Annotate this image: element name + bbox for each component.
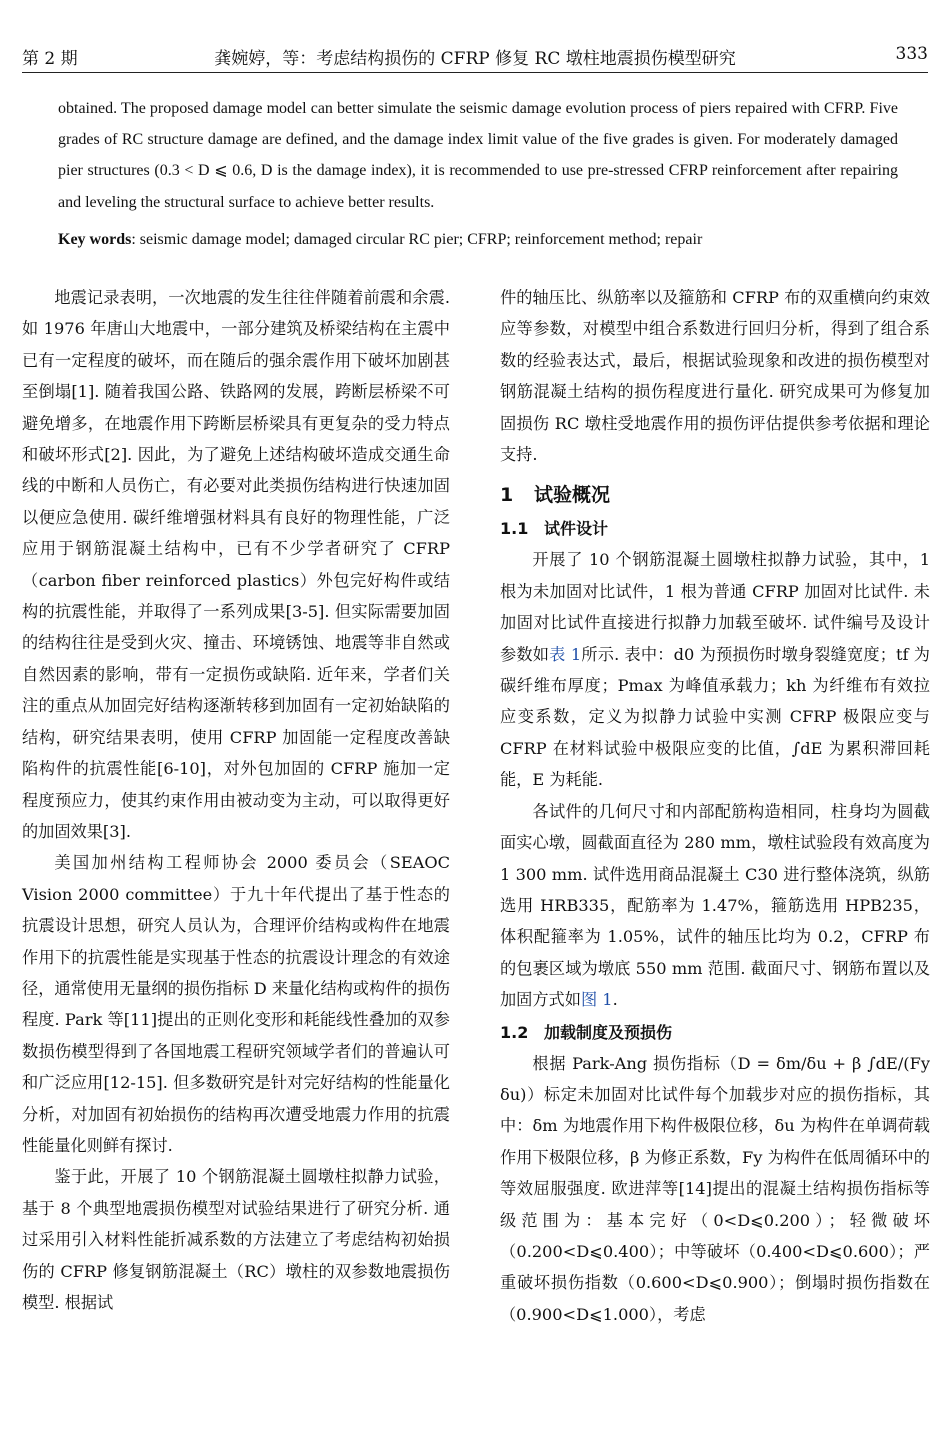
issue-label: 第 2 期 (22, 49, 78, 69)
abstract-text: obtained. The proposed damage model can better simulate the seismic damage evolution process of piers repaired with CFRP. Five grades of RC structure damage are defined, and the damage index limit value of the five grades is given. For moderately damaged pier structures (0.3 < D ⩽ 0.6, D is the damage index), it is recommended to use pre-stressed CFRP reinforcement after repairing and leveling the structural surface to achieve better results. (58, 100, 898, 211)
section-1-number: 1 (500, 484, 514, 507)
right-paragraph-1: 件的轴压比、纵筋率以及箍筋和 CFRP 布的双重横向约束效应等参数，对模型中组合系数进行回归分析，得到了组合系数的经验表达式，最后，根据试验现象和改进的损伤模型对钢筋混凝土结构的损伤程度进行量化. 研究成果可为修复加固损伤 RC 墩柱受地震作用的损伤评估提供参考依据和理论支持. (500, 288, 930, 465)
subsection-1-1-heading (500, 514, 930, 544)
right-paragraph-3-part-b: . (612, 990, 618, 1010)
right-paragraph-3 (500, 796, 930, 1016)
running-title: 龚婉婷，等：考虑结构损伤的 CFRP 修复 RC 墩柱地震损伤模型研究 (214, 49, 736, 69)
right-paragraph-2-part-b: 所示. 表中：d0 为预损伤时墩身裂缝宽度；tf 为碳纤维布厚度；Pmax 为峰值承载力；kh 为纤维布有效拉应变系数，定义为拟静力试验中实测 CFRP 极限应变与 CFRP 在材料试验中极限应变的比值，∫dE 为累积滞回耗能，E 为耗能. (500, 644, 930, 790)
subsection-1-1-number: 1.1 (500, 519, 529, 539)
keywords-text: : seismic damage model; damaged circular RC pier; CFRP; reinforcement method; repair (131, 230, 703, 248)
subsection-1-2-title: 加载制度及预损伤 (544, 1022, 673, 1042)
left-paragraph-1: 地震记录表明，一次地震的发生往往伴随着前震和余震. 如 1976 年唐山大地震中，一部分建筑及桥梁结构在主震中已有一定程度的破坏，而在随后的强余震作用下破坏加剧甚至倒塌[1]. 随着我国公路、铁路网的发展，跨断层桥梁不可避免增多，在地震作用下跨断层桥梁具有更复杂的受力特点和破坏形式[2]. 因此，为了避免上述结构破坏造成交通生命线的中断和人员伤亡，有必要对此类损伤结构进行快速加固以便应急使用. 碳纤维增强材料具有良好的物理性能，广泛应用于钢筋混凝土结构中，已有不少学者研究了 CFRP（carbon fiber reinforced plastics）外包完好构件或结构的抗震性能，并取得了一系列成果[3-5]. 但实际需要加固的结构往往是受到火灾、撞击、环境锈蚀、地震等非自然或自然因素的影响，带有一定损伤或缺陷. 近年来，学者们关注的重点从加固完好结构逐渐转移到加固有一定初始缺陷的结构，研究结果表明，使用 CFRP 加固能一定程度改善缺陷构件的抗震性能[6-10]，对外包加固的 CFRP 施加一定程度预应力，使其约束作用由被动变为主动，可以取得更好的加固效果[3]. (22, 288, 450, 841)
right-paragraph-4 (500, 1048, 930, 1331)
right-column (500, 282, 930, 1330)
subsection-1-1-title: 试件设计 (544, 519, 609, 539)
table-1-link[interactable]: 表 1 (549, 644, 582, 664)
keywords-label: Key words (58, 230, 132, 248)
subsection-1-2-number: 1.2 (500, 1022, 529, 1042)
right-paragraph-4-suffix: ）标定未加固对比试件每个加载步对应的损伤指标，其中：δm 为地震作用下构件极限位移，δu 为构件在单调荷载作用下极限位移，β 为修正系数，Fy 为构件在低周循环中的等效屈服强度. 欧进萍等[14]提出的混凝土结构损伤指标等级范围为：基本完好（0<D⩽0.200）；轻微破坏（0.200<D⩽0.400）；中等破坏（0.400<D⩽0.600）；严重破坏损伤指数（0.600<D⩽0.900）；倒塌时损伤指数在（0.900<D⩽1.000），考虑 (500, 1084, 930, 1324)
section-1-heading (500, 480, 930, 510)
left-column (22, 282, 450, 1318)
figure-1-link[interactable]: 图 1 (580, 990, 613, 1010)
page-header (22, 44, 928, 70)
abstract (58, 93, 898, 255)
right-paragraph-3-part-a: 各试件的几何尺寸和内部配筋构造相同，柱身均为圆截面实心墩，圆截面直径为 280 mm，墩柱试验段有效高度为 1 300 mm. 试件选用商品混凝土 C30 进行整体浇筑，纵筋选用 HRB335，配筋率为 1.47%，箍筋选用 HPB235，体积配箍率为 1.05%，试件的轴压比均为 0.2，CFRP 布的包裹区域为墩底 550 mm 范围. 截面尺寸、钢筋布置以及加固方式如 (500, 801, 930, 1010)
right-paragraph-4-prefix: 根据 Park-Ang 损伤指标（ (532, 1053, 738, 1073)
keywords-line (58, 224, 898, 255)
right-paragraph-2-part-a: 开展了 10 个钢筋混凝土圆墩柱拟静力试验，其中，1 根为未加固对比试件，1 根为普通 CFRP 加固对比试件. 未加固对比试件直接进行拟静力加载至破坏. 试件编号及设计参数如 (500, 550, 930, 664)
right-paragraph-2 (500, 544, 930, 795)
park-ang-formula: D = δm/δu + β ∫dE/(Fy δu) (500, 1053, 930, 1104)
section-1-title: 试验概况 (534, 484, 611, 507)
page-number: 333 (895, 44, 928, 64)
left-paragraph-3: 鉴于此，开展了 10 个钢筋混凝土圆墩柱拟静力试验，基于 8 个典型地震损伤模型对试验结果进行了研究分析. 通过采用引入材料性能折减系数的方法建立了考虑结构初始损伤的 CFRP 修复钢筋混凝土（RC）墩柱的双参数地震损伤模型. 根据试 (22, 1167, 450, 1312)
left-paragraph-2: 美国加州结构工程师协会 2000 委员会（SEAOC Vision 2000 committee）于九十年代提出了基于性态的抗震设计思想，研究人员认为，合理评价结构或构件在地震作用下的抗震性能是实现基于性态的抗震设计理念的有效途径，通常使用无量纲的损伤指标 D 来量化结构或构件的损伤程度. Park 等[11]提出的正则化变形和耗能线性叠加的双参数损伤模型得到了各国地震工程研究领域学者们的普遍认可和广泛应用[12-15]. 但多数研究是针对完好结构的性能量化分析，对加固有初始损伤的结构再次遭受地震力作用的抗震性能量化则鲜有探讨. (22, 853, 450, 1155)
header-rule (22, 72, 928, 73)
subsection-1-2-heading (500, 1018, 930, 1048)
